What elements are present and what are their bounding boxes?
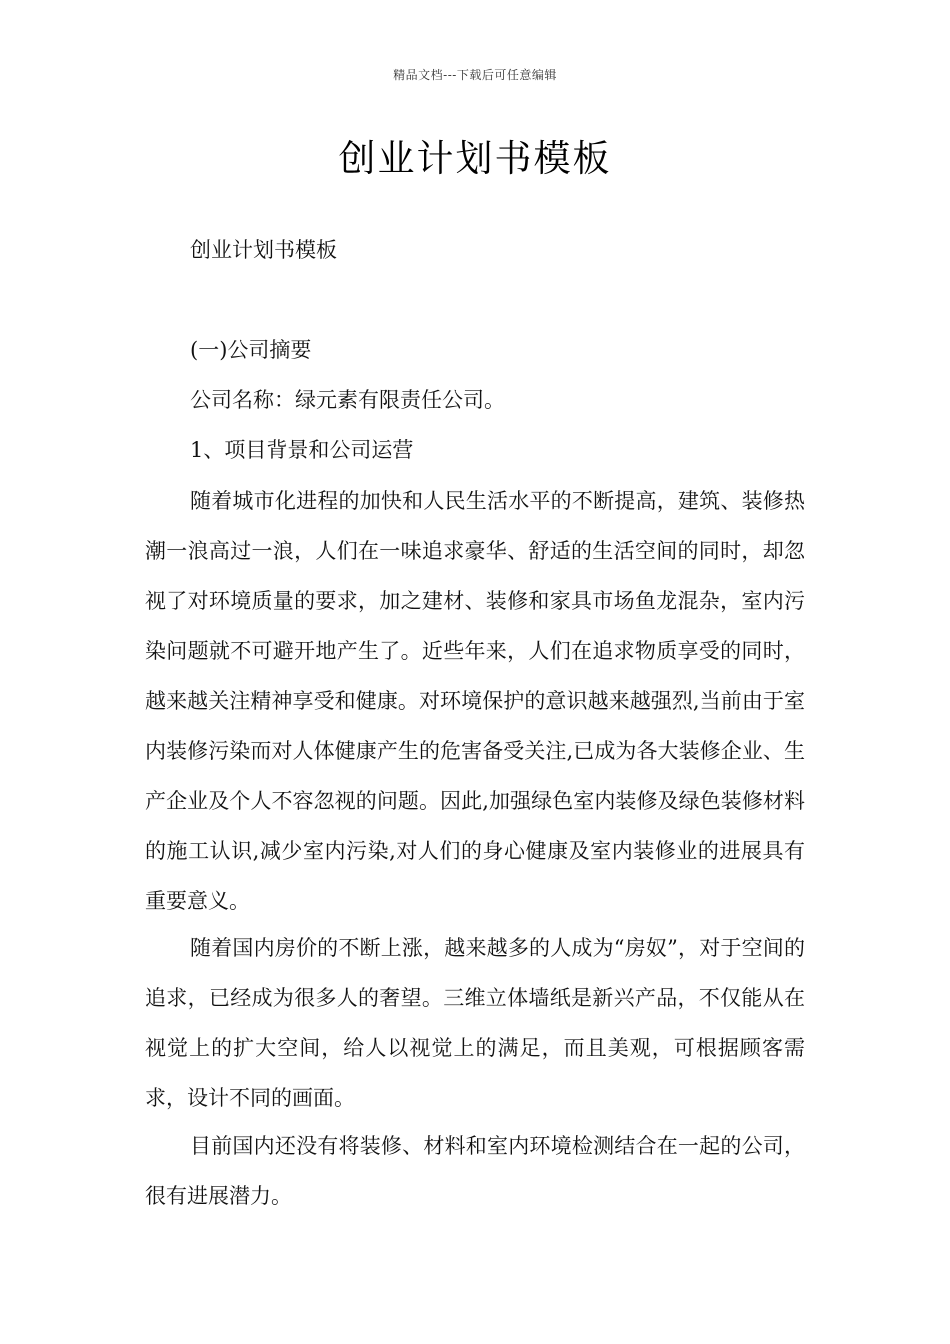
paragraph-potential: 目前国内还没有将装修、材料和室内环境检测结合在一起的公司，很有进展潜力。 [145, 1134, 805, 1208]
subtitle: 创业计划书模板 [190, 238, 337, 262]
header-note: 精品文档---下载后可任意编辑 [393, 68, 557, 82]
company-name-line: 公司名称：绿元素有限责任公司。 [190, 388, 505, 412]
paragraph-background: 随着城市化进程的加快和人民生活水平的不断提高，建筑、装修热潮一浪高过一浪，人们在一味追求豪华、舒适的生活空间的同时，却忽视了对环境质量的要求，加之建材、装修和家具市场鱼龙混杂，室内污染问题就不可避开地产生了。近些年来，人们在追求物质享受的同时，越来越关注精神享受和健康。对环境保护的意识越来越强烈,当前由于室内装修污染而对人体健康产生的危害备受关注,已成为各大装修企业、生产企业及个人不容忽视的问题。因此,加强绿色室内装修及绿色装修材料的施工认识,减少室内污染,对人们的身心健康及室内装修业的进展具有重要意义。 [145, 489, 805, 913]
subsection-heading: 1、项目背景和公司运营 [190, 438, 414, 462]
section-heading: (一)公司摘要 [190, 338, 312, 362]
document-title: 创业计划书模板 [338, 137, 612, 180]
paragraph-market: 随着国内房价的不断上涨，越来越多的人成为“房奴”，对于空间的追求，已经成为很多人的奢望。三维立体墙纸是新兴产品，不仅能从在视觉上的扩大空间，给人以视觉上的满足，而且美观，可根据顾客需求，设计不同的画面。 [145, 936, 805, 1110]
